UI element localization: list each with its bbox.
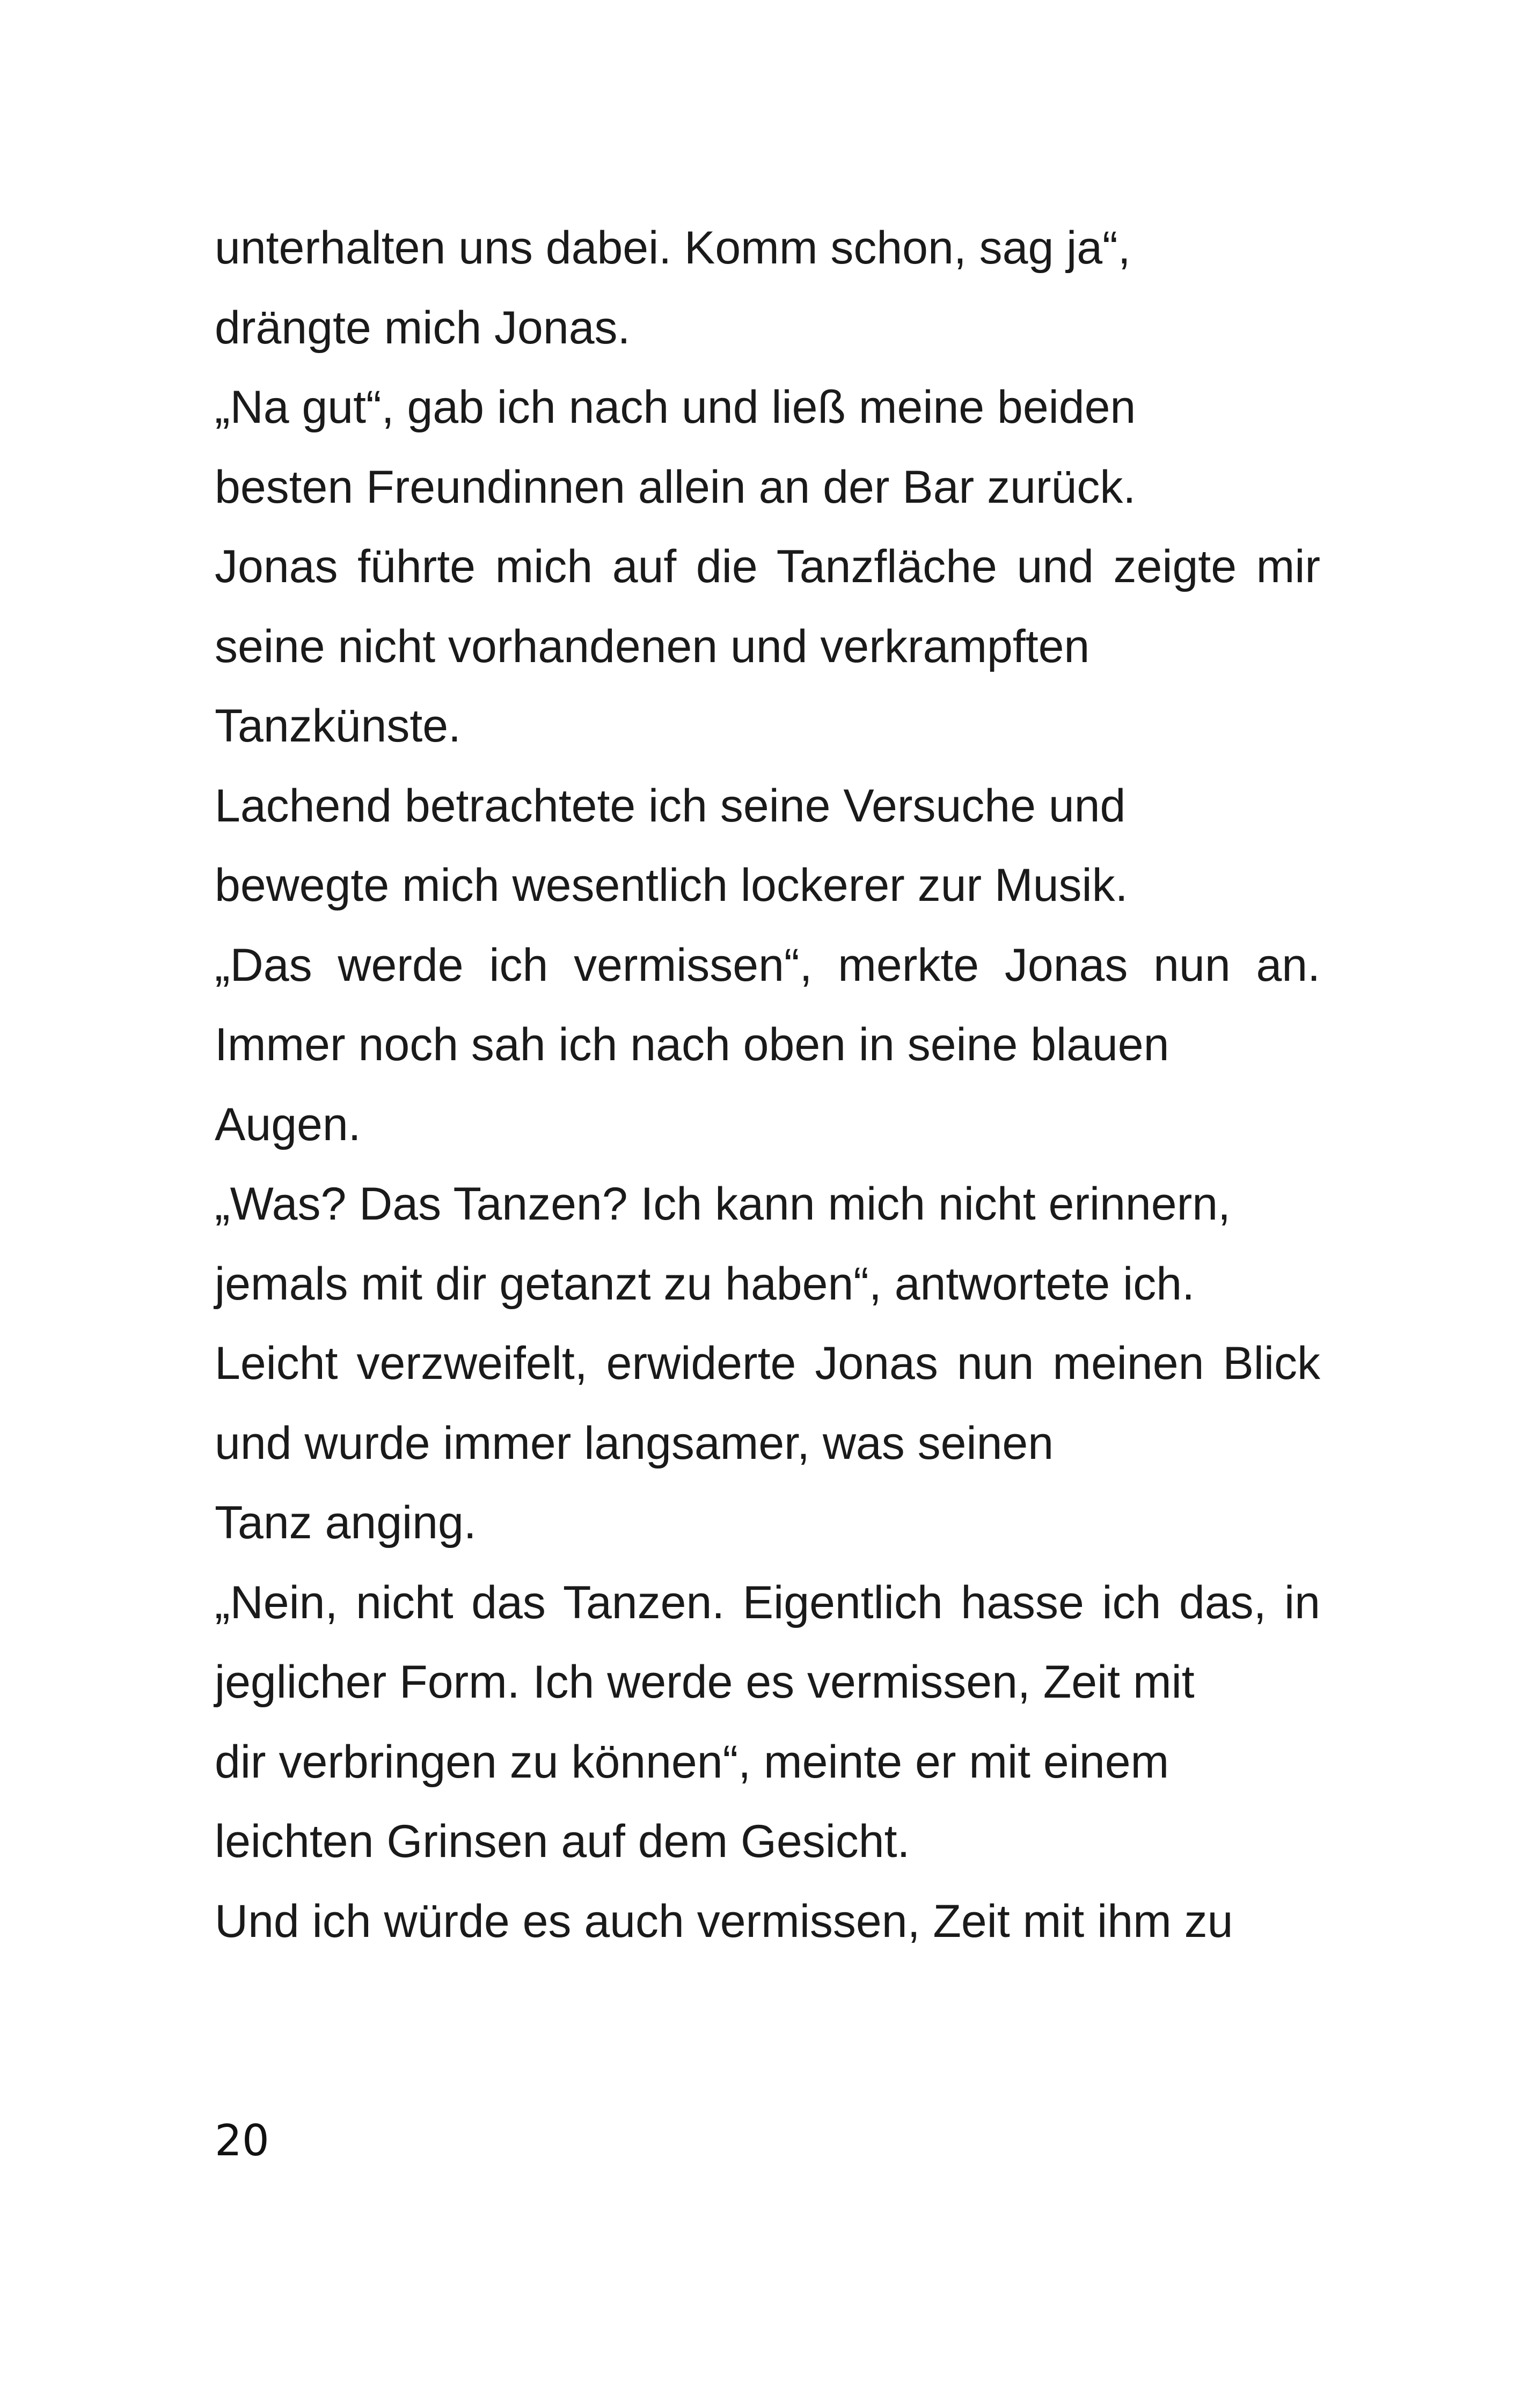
text-line: „Nein, nicht das Tanzen. Eigentlich hasse ich das, in xyxy=(215,1576,1320,1628)
text-line: besten Freundinnen allein an der Bar zurück. xyxy=(215,461,1136,513)
body-text xyxy=(215,208,1320,1961)
text-line: drängte mich Jonas. xyxy=(215,302,631,354)
text-line: Tanzkünste. xyxy=(215,700,461,752)
text-line: leichten Grinsen auf dem Gesicht. xyxy=(215,1816,910,1867)
text-line: Augen. xyxy=(215,1098,361,1150)
text-line: Lachend betrachtete ich seine Versuche und xyxy=(215,780,1126,832)
text-line: unterhalten uns dabei. Komm schon, sag ja“, xyxy=(215,222,1131,274)
text-line: „Das werde ich vermissen“, merkte Jonas nun an. xyxy=(215,939,1320,991)
text-line: und wurde immer langsamer, was seinen xyxy=(215,1417,1054,1469)
page-number: 20 xyxy=(215,2116,269,2165)
text-line: bewegte mich wesentlich lockerer zur Musik. xyxy=(215,860,1128,911)
text-line: Jonas führte mich auf die Tanzfläche und zeigte mir xyxy=(215,541,1320,592)
text-line: dir verbringen zu können“, meinte er mit einem xyxy=(215,1736,1169,1788)
text-line: Leicht verzweifelt, erwiderte Jonas nun meinen Blick xyxy=(215,1338,1320,1389)
text-line: seine nicht vorhandenen und verkrampften xyxy=(215,620,1090,672)
text-line: Und ich würde es auch vermissen, Zeit mit ihm zu xyxy=(215,1895,1233,1947)
text-line: „Was? Das Tanzen? Ich kann mich nicht erinnern, xyxy=(215,1178,1231,1230)
text-line: Immer noch sah ich nach oben in seine blauen xyxy=(215,1019,1169,1070)
text-line: Tanz anging. xyxy=(215,1497,477,1548)
text-line: jeglicher Form. Ich werde es vermissen, Zeit mit xyxy=(215,1656,1195,1708)
text-line: jemals mit dir getanzt zu haben“, antwortete ich. xyxy=(215,1258,1195,1310)
text-line: „Na gut“, gab ich nach und ließ meine beiden xyxy=(215,381,1136,433)
